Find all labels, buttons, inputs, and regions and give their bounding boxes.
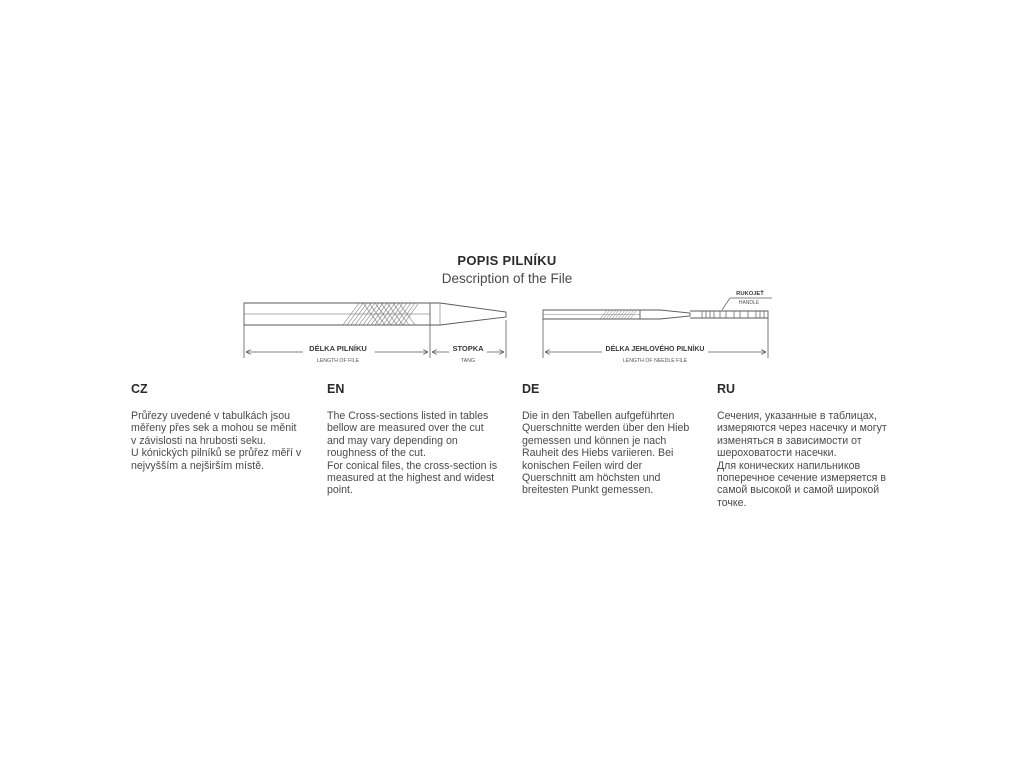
column-cz (131, 382, 303, 472)
handle-label: RUKOJEŤ (736, 291, 764, 297)
file-length-label-en: LENGTH OF FILE (316, 358, 360, 364)
ru-paragraph-2: Для конических напильников поперечное сечение измеряется в самой высокой и самой широкой точке. (717, 459, 886, 509)
page-title: POPIS PILNÍKU (457, 253, 557, 268)
page-subtitle: Description of the File (441, 271, 573, 286)
tang-label-en: TANG (460, 358, 476, 364)
de-paragraph-1: Die in den Tabellen aufgeführten Querschnitte werden über den Hieb gemessen und können je nach Rauheit des Hiebs variieren. Bei konischen Feilen wird der Querschnitt am höchsten und breitesten Punkt gemessen. (522, 410, 690, 497)
lang-heading-ru: RU (717, 382, 736, 396)
cz-paragraph-1: Průřezy uvedené v tabulkách jsou měřeny přes sek a mohou se měnit v závislosti na hrubosti seku. (131, 410, 297, 447)
file-diagrams (0, 280, 1024, 370)
en-paragraph-1: The Cross-sections listed in tables bellow are measured over the cut and may vary depending on roughness of the cut. (327, 410, 489, 460)
lang-heading-de: DE (522, 382, 540, 396)
lang-heading-cz: CZ (131, 382, 148, 396)
handle-label-en: HANDLE (738, 300, 760, 306)
tang-label: STOPKA (452, 344, 484, 353)
lang-heading-en: EN (327, 382, 345, 396)
column-en (327, 382, 499, 497)
column-de (522, 382, 694, 497)
file-length-label: DÉLKA PILNÍKU (309, 344, 367, 353)
needle-length-label: DÉLKA JEHLOVÉHO PILNÍKU (605, 346, 705, 353)
ru-paragraph-1: Сечения, указанные в таблицах, измеряются через насечку и могут изменяться в зависимости от шероховатости насечки. (717, 410, 887, 460)
needle-length-label-en: LENGTH OF NEEDLE FILE (622, 358, 688, 364)
cz-paragraph-2: U kónických pilníků se průřez měří v nejvyšším a nejširším místě. (131, 447, 302, 472)
en-paragraph-2: For conical files, the cross-section is measured at the highest and widest point. (327, 459, 498, 497)
column-ru (717, 382, 889, 509)
needle-handle-rings (702, 311, 764, 318)
